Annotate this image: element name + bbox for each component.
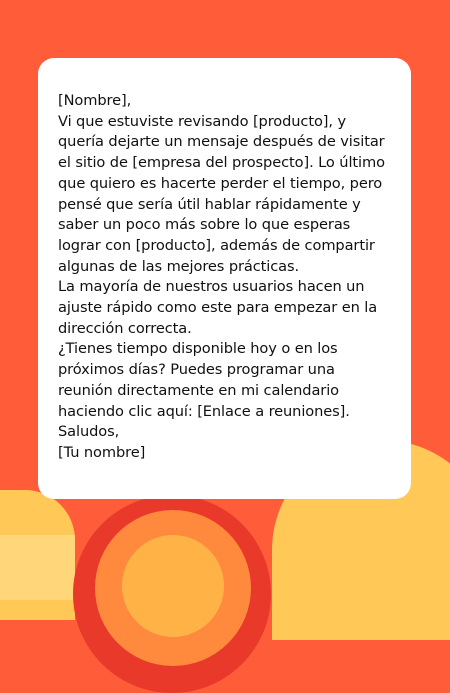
letter-paragraph-users: La mayoría de nuestros usuarios hacen un ajuste rápido como este para empezar en la dirección correcta.: [58, 278, 378, 337]
decorative-ring-inner: [122, 535, 224, 637]
decorative-light-block-left: [0, 535, 75, 600]
letter-paragraph-intro: Vi que estuviste revisando [producto], y quería dejarte un mensaje después de visitar el sitio de [empresa del prospecto]. Lo último que quiero es hacerte perder el tiempo, pero pensé que sería útil hablar rápidamente y saber un poco más sobre lo que esperas lograr con [producto], además de compartir algunas de las mejores prácticas.: [58, 112, 385, 275]
letter-card: [38, 58, 411, 499]
letter-signature: [Tu nombre]: [58, 443, 146, 461]
letter-body: [58, 91, 393, 464]
letter-greeting: [Nombre],: [58, 92, 132, 109]
letter-closing: Saludos,: [58, 423, 120, 441]
letter-paragraph-meeting: ¿Tienes tiempo disponible hoy o en los próximos días? Puedes programar una reunión directamente en mi calendario haciendo clic aquí: [Enlace a reuniones].: [58, 340, 350, 420]
